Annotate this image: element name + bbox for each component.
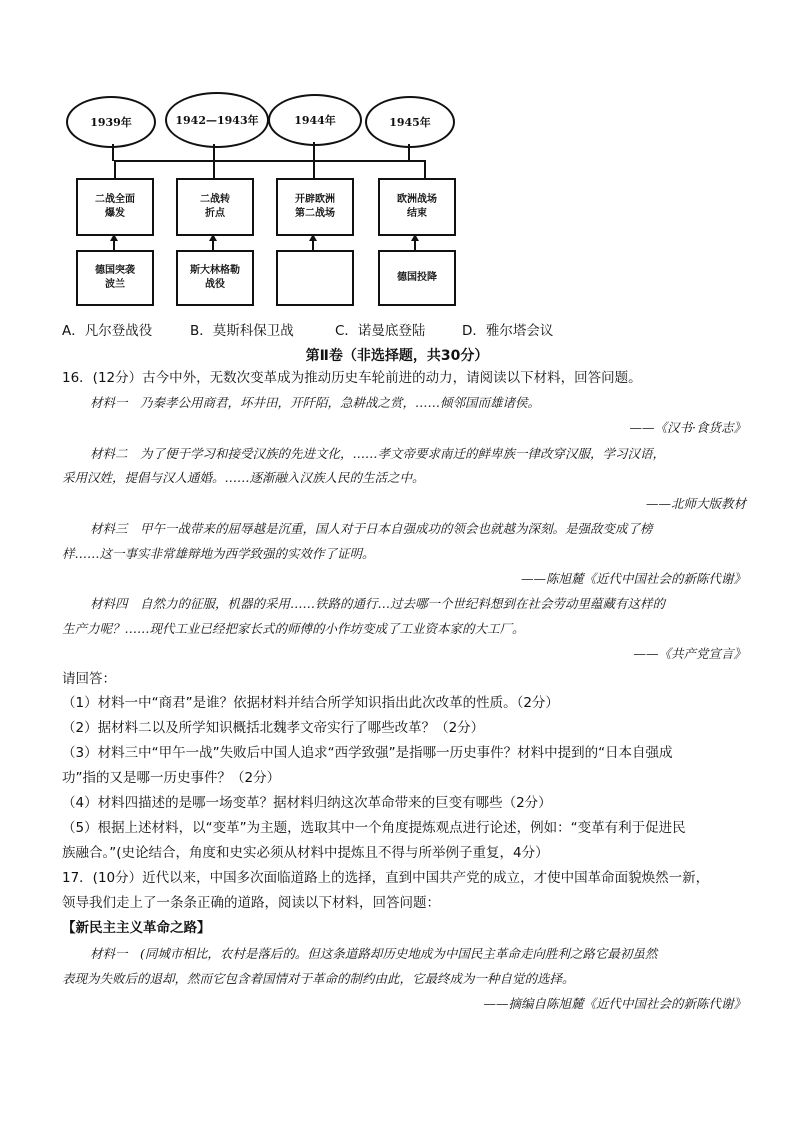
horizontal-connector [114, 160, 426, 162]
year-label: 1945年 [389, 116, 431, 129]
q16-material-1: 材料一 乃秦孝公用商君，坏井田，开阡陌，急耕战之赏，……倾邻国而雄诸侯。 [90, 395, 541, 410]
q16-material-3-line-2: 样……这一事实非常雄辩地为西学致强的实效作了证明。 [62, 546, 375, 561]
event-box-second-front: 开辟欧洲 第二战场 [276, 178, 354, 236]
q16-sub-3-line-1: （3）材料三中“甲午一战”失败后中国人追求“西学致强”是指哪一历史事件？材料中提到的“日本自强成 [62, 745, 673, 761]
q16-material-2-line-1: 材料二 为了便于学习和接受汉族的先进文化，……孝文帝要求南迁的鲜卑族一律改穿汉服，学习汉语， [90, 446, 666, 461]
connector-drop [112, 144, 114, 161]
q16-material-4-source: ——《共产党宣言》 [633, 646, 746, 661]
option-d: D．雅尔塔会议 [462, 323, 554, 339]
arrow-up-icon [309, 234, 317, 241]
option-c: C．诺曼底登陆 [335, 323, 426, 339]
year-ellipse-1939 [66, 96, 156, 148]
q16-sub-4: （4）材料四描述的是哪一场变革？据材料归纳这次革命带来的巨变有哪些（2分） [62, 795, 552, 811]
option-a: A．凡尔登战役 [62, 323, 153, 339]
q16-material-4-line-1: 材料四 自然力的征服，机器的采用……铁路的通行…过去哪一个世纪料想到在社会劳动里蕴藏有这样的 [90, 596, 666, 611]
connector-drop [213, 144, 215, 161]
option-b: B．莫斯科保卫战 [190, 323, 294, 339]
q17-material-1-line-2: 表现为失败后的退却，然而它包含着国情对于革命的制约由此，它最终成为一种自觉的选择。 [62, 971, 575, 986]
connector-drop [213, 161, 215, 178]
cause-box-blank [276, 250, 354, 306]
q17-intro-line-2: 领导我们走上了一条条正确的道路，阅读以下材料，回答问题： [62, 895, 440, 911]
q16-material-2-line-2: 采用汉姓，提倡与汉人通婚。……逐渐融入汉族人民的生活之中。 [62, 470, 425, 485]
q17-heading: 【新民主主义革命之路】 [62, 920, 211, 936]
arrow-shaft [113, 240, 115, 250]
connector-drop [424, 161, 426, 178]
connector-drop [114, 161, 116, 178]
connector-drop [408, 144, 410, 161]
connector-drop [313, 142, 315, 161]
arrow-up-icon [411, 234, 419, 241]
q16-material-1-source: ——《汉书·食货志》 [629, 420, 746, 435]
q16-material-3-source: ——陈旭麓《近代中国社会的新陈代谢》 [520, 571, 746, 586]
q16-material-4-line-2: 生产力呢？……现代工业已经把家长式的师傅的小作坊变成了工业资本家的大工厂。 [62, 621, 525, 636]
q17-material-1-line-1: 材料一 (同城市相比，农村是落后的。但这条道路却历史地成为中国民主革命走向胜利之路它最初虽然 [90, 946, 658, 961]
year-ellipse-1945 [365, 96, 455, 148]
connector-drop [313, 161, 315, 178]
q16-sub-5-line-2: 族融合。”(史论结合，角度和史实必须从材料中提炼且不得与所举例子重复，4分） [62, 845, 549, 861]
year-label: 1944年 [294, 114, 336, 127]
q17-material-1-source: ——摘编自陈旭麓《近代中国社会的新陈代谢》 [483, 996, 746, 1011]
year-ellipse-1942-1943 [165, 92, 269, 148]
q16-sub-1: （1）材料一中“商君”是谁？依据材料并结合所学知识指出此次改革的性质。（2分） [62, 695, 559, 711]
cause-box-invade-poland: 德国突袭 波兰 [76, 250, 154, 306]
q16-material-2-source: ——北师大版教材 [645, 496, 746, 511]
arrow-up-icon [110, 234, 118, 241]
arrow-shaft [414, 240, 416, 250]
q16-sub-5-line-1: （5）根据上述材料，以“变革”为主题，选取其中一个角度提炼观点进行论述，例如：“变革有利于促进民 [62, 820, 686, 836]
event-box-turning-point: 二战转 折点 [176, 178, 254, 236]
arrow-shaft [212, 240, 214, 250]
answer-options [62, 319, 553, 339]
q16-sub-3-line-2: 功”指的又是哪一历史事件？（2分） [62, 770, 281, 786]
year-ellipse-1944 [268, 94, 362, 146]
cause-box-stalingrad: 斯大林格勒 战役 [176, 250, 254, 306]
year-label: 1939年 [90, 116, 132, 129]
year-label: 1942—1943年 [175, 114, 259, 127]
section-title: 第Ⅱ卷（非选择题，共30分） [305, 348, 489, 364]
q16-sub-2: （2）据材料二以及所学知识概括北魏孝文帝实行了哪些改革？（2分） [62, 720, 485, 736]
q16-intro: 16．(12分）古今中外，无数次变革成为推动历史车轮前进的动力，请阅读以下材料，回答问题。 [62, 370, 642, 386]
arrow-up-icon [209, 234, 217, 241]
q17-intro-line-1: 17．(10分）近代以来，中国多次面临道路上的选择，直到中国共产党的成立，才使中国革命面貌焕然一新， [62, 870, 710, 886]
q16-ask: 请回答： [62, 671, 116, 687]
cause-box-germany-surrender: 德国投降 [378, 250, 456, 306]
event-box-war-outbreak: 二战全面 爆发 [76, 178, 154, 236]
arrow-shaft [312, 240, 314, 250]
q16-material-3-line-1: 材料三 甲午一战带来的屈辱越是沉重，国人对于日本自强成功的领会也就越为深刻。是强敌变成了榜 [90, 521, 653, 536]
event-box-europe-war-end: 欧洲战场 结束 [378, 178, 456, 236]
